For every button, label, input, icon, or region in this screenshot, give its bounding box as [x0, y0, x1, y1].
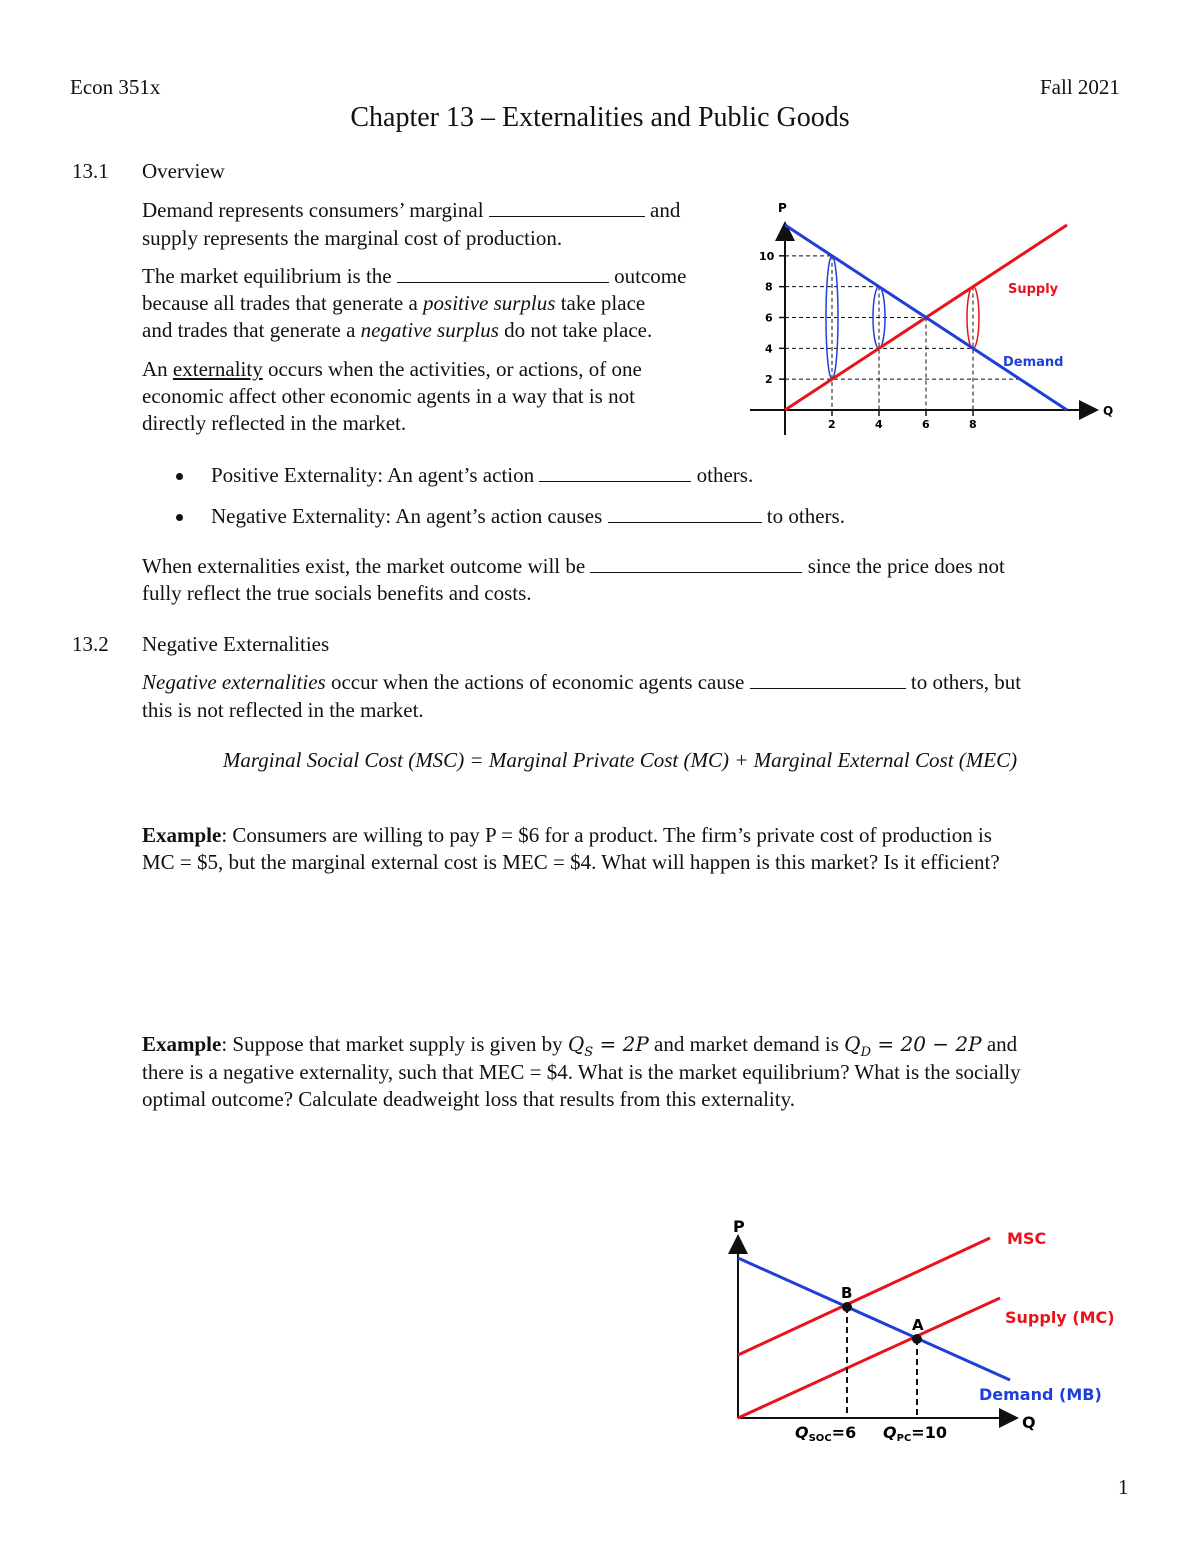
bullet-icon	[176, 514, 183, 521]
bullet-positive-externality: Positive Externality: An agent’s action others.	[211, 463, 754, 487]
fill-blank[interactable]	[750, 670, 906, 689]
demand-mb-line	[738, 1258, 1010, 1380]
point-b-label: B	[841, 1284, 853, 1302]
supply-label: Supply	[1008, 282, 1059, 297]
example-1-line-2: MC = $5, but the marginal external cost is MEC = $4. What will happen is this market? Is it efficient?	[142, 850, 1000, 874]
fill-blank[interactable]	[590, 554, 802, 573]
fill-blank[interactable]	[608, 504, 762, 523]
y-axis-label: P	[733, 1217, 745, 1236]
bullet-negative-externality: Negative Externality: An agent’s action causes to others.	[211, 504, 845, 528]
term-label: Fall 2021	[1040, 75, 1120, 99]
supply-demand-chart	[740, 195, 1130, 445]
neg-ext-line-1: Negative externalities occur when the actions of economic agents cause to others, but	[142, 670, 1022, 694]
page-number: 1	[1118, 1475, 1129, 1499]
overview-line-9: When externalities exist, the market outcome will be since the price does not	[142, 554, 1005, 578]
y-tick-label: 8	[765, 280, 773, 294]
overview-line-5: and trades that generate a negative surplus do not take place.	[142, 318, 653, 342]
demand-mb-label: Demand (MB)	[979, 1385, 1102, 1404]
overview-line-1: Demand represents consumers’ marginal and	[142, 198, 681, 222]
overview-line-7: economic affect other economic agents in a way that is not	[142, 384, 635, 408]
fill-blank[interactable]	[489, 198, 645, 217]
overview-line-6: An externality occurs when the activities, or actions, of one	[142, 357, 642, 381]
demand-equation: $Q_D = 20 - 2P$	[844, 1032, 982, 1060]
demand-label: Demand	[1003, 355, 1064, 370]
overview-line-4: because all trades that generate a positive surplus take place	[142, 291, 646, 315]
y-tick-label: 2	[765, 373, 773, 387]
section-number-13-1: 13.1	[72, 159, 109, 183]
neg-ext-line-2: this is not reflected in the market.	[142, 698, 424, 722]
overview-line-8: directly reflected in the market.	[142, 411, 407, 435]
overview-line-10: fully reflect the true socials benefits and costs.	[142, 581, 532, 605]
x-tick-label: 4	[875, 418, 883, 431]
point-b-dot	[842, 1302, 852, 1312]
qpc-label: QPC=10	[883, 1423, 947, 1444]
x-axis-label: Q	[1022, 1413, 1036, 1432]
qsoc-label: QSOC=6	[795, 1423, 857, 1444]
msc-formula: Marginal Social Cost (MSC) = Marginal Private Cost (MC) + Marginal External Cost (MEC)	[222, 748, 1018, 772]
msc-line	[738, 1238, 990, 1355]
example-2-line-3: optimal outcome? Calculate deadweight loss that results from this externality.	[142, 1087, 795, 1111]
supply-equation: $Q_S = 2P$	[567, 1032, 649, 1060]
y-tick-label: 4	[765, 342, 773, 356]
y-axis-label: P	[778, 201, 787, 215]
example-2-line-1: Example: Suppose that market supply is given by $Q_S = 2P$ and market demand is $Q_D = 20 - 2P$ and	[142, 1032, 1018, 1060]
externality-chart	[725, 1210, 1135, 1455]
x-tick-label: 8	[969, 418, 977, 431]
overview-line-2: supply represents the marginal cost of production.	[142, 226, 563, 250]
example-1-line-1: Example: Consumers are willing to pay P = $6 for a product. The firm’s private cost of production is	[142, 823, 992, 847]
fill-blank[interactable]	[539, 463, 691, 482]
msc-label: MSC	[1007, 1229, 1047, 1248]
overview-line-3: The market equilibrium is the outcome	[142, 264, 687, 288]
y-tick-label: 6	[765, 311, 773, 325]
y-tick-label: 10	[759, 249, 775, 263]
x-tick-label: 2	[828, 418, 836, 431]
x-tick-label: 6	[922, 418, 930, 431]
example-2-line-2: there is a negative externality, such that MEC = $4. What is the market equilibrium? What is the socially	[142, 1060, 1021, 1084]
page-title: Chapter 13 – Externalities and Public Goods	[350, 102, 850, 133]
course-label: Econ 351x	[70, 75, 161, 99]
section-number-13-2: 13.2	[72, 632, 109, 656]
section-heading-negative-externalities: Negative Externalities	[142, 632, 330, 656]
section-heading-overview: Overview	[142, 159, 225, 183]
point-a-dot	[912, 1334, 922, 1344]
point-a-label: A	[912, 1316, 924, 1334]
fill-blank[interactable]	[397, 264, 609, 283]
x-axis-label: Q	[1103, 404, 1114, 418]
supply-mc-label: Supply (MC)	[1005, 1308, 1115, 1327]
bullet-icon	[176, 473, 183, 480]
